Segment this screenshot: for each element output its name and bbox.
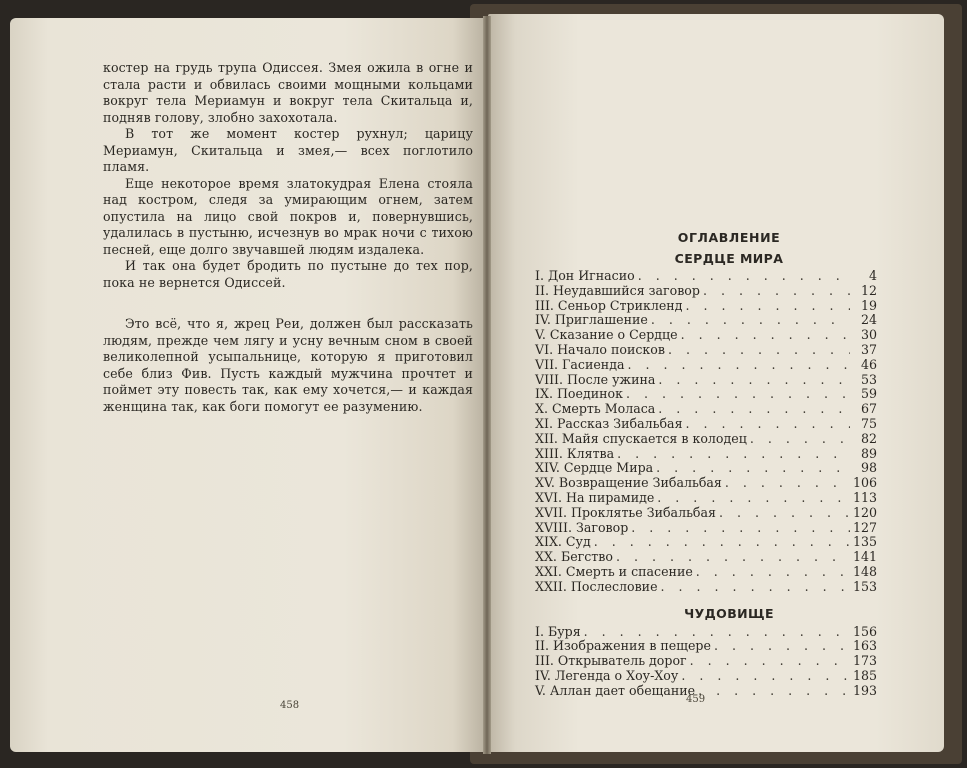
- paragraph: костер на грудь трупа Одиссея. Змея ожила в огне и стала расти и обвилась своими мощными кольцами вокруг тела Мериамун и вокруг тела Скитальца и, подняв голову, злобно захохотала.: [103, 60, 473, 125]
- toc-entry: [535, 432, 877, 447]
- toc-leader-dots: [703, 284, 850, 299]
- toc-entry-page: 53: [860, 371, 877, 387]
- toc-entry-page: 46: [860, 356, 877, 372]
- toc-entry-page: 153: [852, 578, 877, 594]
- toc-entry-page: 37: [860, 341, 877, 357]
- toc-entry: [535, 476, 877, 491]
- toc-entry-title: XVII. Проклятье Зибальбая: [535, 504, 716, 520]
- toc-entry-title: VIII. После ужина: [535, 371, 656, 387]
- toc-entry-title: XI. Рассказ Зибальбая: [535, 415, 683, 431]
- left-page-number: 458: [280, 700, 300, 711]
- toc-entry-page: 193: [852, 682, 877, 698]
- toc-entry-title: I. Буря: [535, 623, 581, 639]
- paragraph: В тот же момент костер рухнул; царицу Мериамун, Скитальца и змея,— всех поглотило пламя.: [103, 126, 473, 174]
- toc-leader-dots: [750, 432, 850, 447]
- toc-leader-dots: [638, 269, 850, 284]
- toc-leader-dots: [685, 299, 850, 314]
- toc-entry-title: I. Дон Игнасио: [535, 268, 635, 283]
- toc-entry: [535, 447, 877, 462]
- toc-leader-dots: [631, 521, 850, 536]
- right-page-number: 459: [686, 694, 706, 705]
- toc-entry: [535, 284, 877, 299]
- toc-leader-dots: [656, 461, 850, 476]
- toc-entry-title: V. Сказание о Сердце: [535, 327, 678, 343]
- toc-section-list: [535, 269, 877, 595]
- toc-leader-dots: [661, 580, 850, 595]
- toc-entry: [535, 461, 877, 476]
- toc-entry-page: 135: [852, 534, 877, 550]
- toc-entry-title: XXI. Смерть и спасение: [535, 563, 693, 579]
- toc-entry: [535, 565, 877, 580]
- toc-leader-dots: [681, 669, 850, 684]
- toc-entry: [535, 299, 877, 314]
- toc-entry-page: 24: [860, 312, 877, 328]
- toc-entry-title: XIII. Клятва: [535, 445, 615, 461]
- toc-entry: [535, 373, 877, 388]
- toc-entry-title: XVI. На пирамиде: [535, 489, 655, 505]
- paragraph: И так она будет бродить по пустыне до тех пор, пока не вернется Одиссей.: [103, 258, 473, 290]
- paragraph: Еще некоторое время златокудрая Елена стояла над костром, следя за умирающим огнем, затем опустила на лицо свой покров и, повернувшись, удалилась в пустыню, исчезнув во мрак ночи с тихою песней, еще долго звучавшей людям издалека.: [103, 175, 473, 257]
- toc-entry: [535, 506, 877, 521]
- toc-entry-page: 120: [852, 504, 877, 520]
- toc-leader-dots: [714, 639, 850, 654]
- toc-entry: [535, 521, 877, 536]
- toc-leader-dots: [696, 565, 850, 580]
- toc-entry: [535, 343, 877, 358]
- toc-entry-title: XX. Бегство: [535, 549, 613, 565]
- toc-entry-title: XV. Возвращение Зибальбая: [535, 475, 722, 491]
- toc-entry-page: 127: [852, 519, 877, 535]
- left-page-text: [103, 60, 473, 415]
- toc-entry: [535, 417, 877, 432]
- toc-entry: [535, 313, 877, 328]
- toc-section-list: [535, 625, 877, 699]
- toc-leader-dots: [627, 358, 850, 373]
- toc-entry-title: XII. Майя спускается в колодец: [535, 430, 747, 446]
- toc-entry-page: 156: [852, 623, 877, 639]
- toc-leader-dots: [584, 625, 850, 640]
- toc-entry-page: 173: [852, 653, 877, 669]
- toc-entry-page: 89: [860, 445, 877, 461]
- toc-entry: [535, 535, 877, 550]
- toc-leader-dots: [668, 343, 850, 358]
- toc-entry: [535, 358, 877, 373]
- toc-leader-dots: [616, 550, 850, 565]
- toc-entry-title: III. Сеньор Стрикленд: [535, 297, 683, 313]
- toc-leader-dots: [651, 313, 850, 328]
- toc-entry: [535, 387, 877, 402]
- toc-leader-dots: [617, 447, 850, 462]
- toc-entry-title: IX. Поединок: [535, 386, 623, 402]
- toc-entry: [535, 654, 877, 669]
- toc-entry: [535, 639, 877, 654]
- toc-leader-dots: [725, 476, 850, 491]
- paragraph: Это всё, что я, жрец Реи, должен был рассказать людям, прежде чем лягу и усну вечным сном в своей великолепной усыпальнице, которую я приготовил себе близ Фив. Пусть каждый мужчина прочтет и поймет эту повесть так, как ему хочется,— и каждая женщина так, как боги помогут ее разумению.: [103, 316, 473, 414]
- toc-leader-dots: [658, 402, 850, 417]
- section-heading: ЧУДОВИЩЕ: [684, 605, 774, 621]
- toc-entry-page: 98: [860, 460, 877, 476]
- toc-entry: [535, 580, 877, 595]
- toc-title: ОГЛАВЛЕНИЕ: [677, 230, 781, 245]
- toc-entry-page: 67: [860, 401, 877, 417]
- book-spine-gutter: [483, 16, 491, 754]
- toc-entry-page: 113: [852, 489, 877, 505]
- toc-entry: [535, 625, 877, 640]
- toc-entry-page: 148: [852, 563, 877, 579]
- toc-entry-page: 106: [852, 475, 877, 491]
- toc-entry-page: 59: [860, 386, 877, 402]
- toc-entry-page: 82: [860, 430, 877, 446]
- toc-entry-page: 163: [852, 638, 877, 654]
- table-of-contents: [535, 228, 877, 699]
- toc-leader-dots: [698, 684, 850, 699]
- toc-entry-title: IV. Легенда о Хоу-Хоу: [535, 667, 679, 683]
- toc-entry-title: III. Открыватель дорог: [535, 653, 687, 669]
- toc-entry: [535, 328, 877, 343]
- toc-entry-page: 141: [852, 549, 877, 565]
- toc-entry-title: VII. Гасиенда: [535, 356, 625, 372]
- toc-entry-page: 12: [860, 282, 877, 298]
- toc-entry: [535, 491, 877, 506]
- toc-leader-dots: [681, 328, 850, 343]
- toc-entry-title: II. Неудавшийся заговор: [535, 282, 700, 298]
- toc-entry-page: 75: [860, 415, 877, 431]
- toc-entry-title: II. Изображения в пещере: [535, 638, 711, 654]
- toc-entry: [535, 269, 877, 284]
- toc-entry-title: XIX. Суд: [535, 534, 591, 550]
- toc-entry-title: X. Смерть Моласа: [535, 401, 656, 417]
- toc-entry-title: V. Аллан дает обещание: [535, 682, 696, 698]
- toc-leader-dots: [626, 387, 850, 402]
- toc-entry-title: VI. Начало поисков: [535, 341, 665, 357]
- toc-entry: [535, 669, 877, 684]
- toc-entry-title: XXII. Послесловие: [535, 578, 658, 594]
- toc-entry: [535, 550, 877, 565]
- toc-entry-page: 4: [868, 268, 877, 283]
- toc-leader-dots: [690, 654, 850, 669]
- toc-entry-title: XVIII. Заговор: [535, 519, 629, 535]
- toc-entry: [535, 402, 877, 417]
- toc-entry-page: 30: [860, 327, 877, 343]
- toc-entry-page: 19: [860, 297, 877, 313]
- toc-leader-dots: [657, 491, 850, 506]
- toc-leader-dots: [719, 506, 850, 521]
- toc-entry: [535, 684, 877, 699]
- section-heading: СЕРДЦЕ МИРА: [674, 251, 784, 266]
- toc-entry-title: IV. Приглашение: [535, 312, 648, 328]
- toc-leader-dots: [594, 535, 850, 550]
- toc-entry-title: XIV. Сердце Мира: [535, 460, 654, 476]
- toc-leader-dots: [658, 373, 850, 388]
- toc-entry-page: 185: [852, 667, 877, 683]
- toc-leader-dots: [686, 417, 850, 432]
